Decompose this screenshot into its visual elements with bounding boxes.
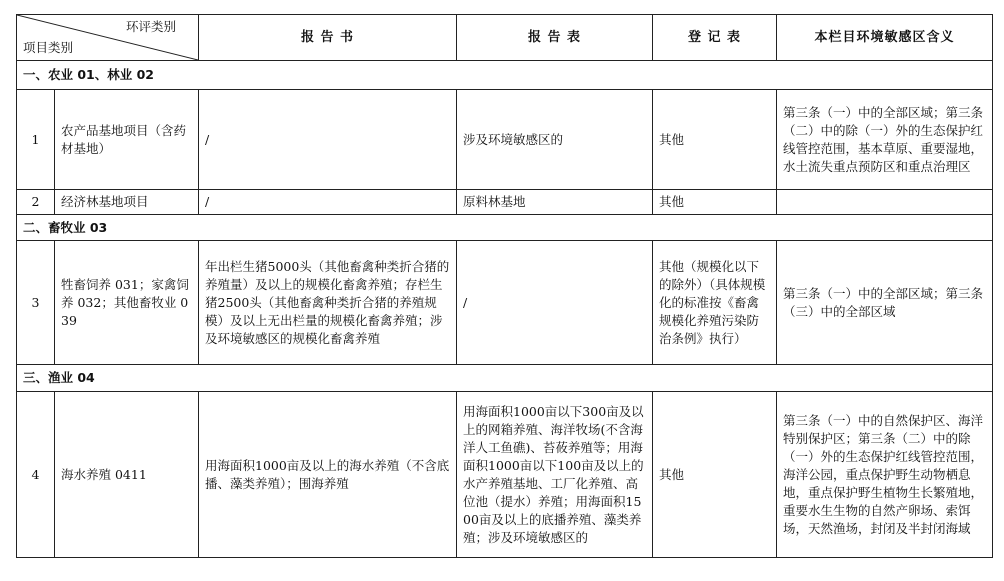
register-form-cell: 其他 xyxy=(653,90,777,190)
register-form-cell: 其他 xyxy=(653,392,777,558)
table-row xyxy=(17,392,993,558)
report-book-cell: 用海面积1000亩及以上的海水养殖（不含底播、藻类养殖）；围海养殖 xyxy=(199,392,457,558)
row-number: 2 xyxy=(17,190,55,215)
eia-category-table xyxy=(16,14,993,558)
register-form-cell: 其他 xyxy=(653,190,777,215)
header-report-book: 报 告 书 xyxy=(199,15,457,61)
header-sensitive-area-meaning: 本栏目环境敏感区含义 xyxy=(777,15,993,61)
sensitive-area-cell: 第三条（一）中的全部区域；第三条（二）中的除（一）外的生态保护红线管控范围，基本草原、重要湿地，水土流失重点预防区和重点治理区 xyxy=(777,90,993,190)
project-category: 海水养殖 0411 xyxy=(55,392,199,558)
project-category: 经济林基地项目 xyxy=(55,190,199,215)
table-row xyxy=(17,190,993,215)
table-row xyxy=(17,90,993,190)
header-register-form: 登 记 表 xyxy=(653,15,777,61)
sensitive-area-cell: 第三条（一）中的自然保护区、海洋特别保护区；第三条（二）中的除（一）外的生态保护红线管控范围，海洋公园，重点保护野生动物栖息地，重点保护野生植物生长繁殖地，重要水生生物的自然产卵场、索饵场，天然渔场，封闭及半封闭海域 xyxy=(777,392,993,558)
section-row xyxy=(17,61,993,90)
sensitive-area-cell xyxy=(777,190,993,215)
report-form-cell: 原料林基地 xyxy=(457,190,653,215)
row-number: 4 xyxy=(17,392,55,558)
report-book-cell: 年出栏生猪5000头（其他畜禽种类折合猪的养殖量）及以上的规模化畜禽养殖；存栏生猪2500头（其他畜禽种类折合猪的养殖规模）及以上无出栏量的规模化畜禽养殖；涉及环境敏感区的规模化畜禽养殖 xyxy=(199,241,457,365)
project-category: 牲畜饲养 031；家禽饲养 032；其他畜牧业 039 xyxy=(55,241,199,365)
report-form-cell: 涉及环境敏感区的 xyxy=(457,90,653,190)
corner-header-cell xyxy=(17,15,199,61)
row-number: 3 xyxy=(17,241,55,365)
section-fishery: 三、渔业 04 xyxy=(17,365,993,392)
section-row xyxy=(17,215,993,241)
register-form-cell: 其他（规模化以下的除外）（具体规模化的标准按《畜禽规模化养殖污染防治条例》执行） xyxy=(653,241,777,365)
section-row xyxy=(17,365,993,392)
section-agriculture-forestry: 一、农业 01、林业 02 xyxy=(17,61,993,90)
section-animal-husbandry: 二、畜牧业 03 xyxy=(17,215,993,241)
project-category: 农产品基地项目（含药材基地） xyxy=(55,90,199,190)
report-book-cell: / xyxy=(199,190,457,215)
report-book-cell: / xyxy=(199,90,457,190)
table-row xyxy=(17,241,993,365)
corner-top-label: 环评类别 xyxy=(125,19,176,34)
corner-bottom-label: 项目类别 xyxy=(23,40,74,55)
header-row xyxy=(17,15,993,61)
report-form-cell: 用海面积1000亩以下300亩及以上的网箱养殖、海洋牧场(不含海洋人工鱼礁)、苔莜养殖等；用海面积1000亩以下100亩及以上的水产养殖基地、工厂化养殖、高位池（提水）养殖；用海面积1500亩及以上的底播养殖、藻类养殖；涉及环境敏感区的 xyxy=(457,392,653,558)
report-form-cell: / xyxy=(457,241,653,365)
header-report-form: 报 告 表 xyxy=(457,15,653,61)
row-number: 1 xyxy=(17,90,55,190)
sensitive-area-cell: 第三条（一）中的全部区域；第三条（三）中的全部区域 xyxy=(777,241,993,365)
